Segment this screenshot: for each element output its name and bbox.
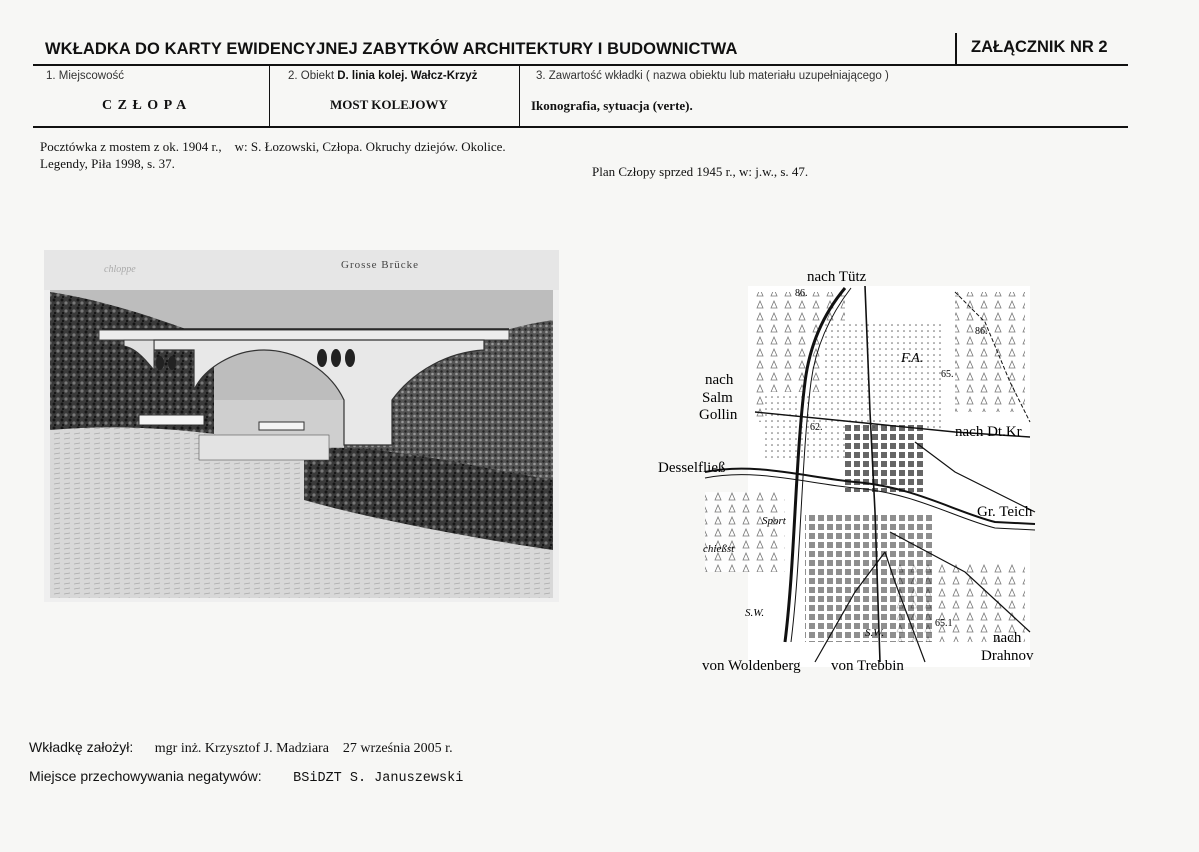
content-value: Ikonografia, sytuacja (verte). bbox=[531, 98, 693, 113]
plan-caption: Plan Człopy sprzed 1945 r., w: j.w., s. 47. bbox=[592, 164, 809, 179]
postcard-caption-line2: Legendy, Piła 1998, s. 37. bbox=[40, 156, 175, 171]
field-divider-2 bbox=[519, 66, 520, 126]
map-label-fa: F.A. bbox=[901, 351, 924, 366]
object-label-prefix: 2. Obiekt bbox=[288, 70, 335, 82]
object-label bbox=[288, 70, 477, 82]
postcard-text-left: chloppe bbox=[104, 264, 136, 275]
map-label-sport: Sport bbox=[762, 515, 786, 527]
field-row-rule bbox=[33, 126, 1128, 128]
postcard-caption-line1: Pocztówka z mostem z ok. 1904 r., w: S. Łozowski, Człopa. Okruchy dziejów. Okolice. bbox=[40, 139, 506, 154]
founded-value: mgr inż. Krzysztof J. Madziara 27 września 2005 r. bbox=[154, 741, 453, 756]
map-label-nach: nach bbox=[705, 372, 734, 388]
map-label-gollin: Gollin bbox=[699, 407, 738, 423]
map-label-elev-86a: 86. bbox=[795, 288, 808, 299]
map-label-schiess: chießst bbox=[703, 543, 735, 555]
map-label-nach-dtkr: nach Dt.Kr bbox=[955, 424, 1022, 440]
map-label-elev-65: 65. bbox=[941, 369, 954, 380]
small-footbridge bbox=[139, 415, 204, 425]
map-label-drahnov: Drahnov bbox=[981, 648, 1034, 664]
small-footbridge-2 bbox=[259, 422, 304, 430]
header-rule bbox=[33, 64, 1128, 66]
map-label-von-trebbin: von Trebbin bbox=[831, 658, 904, 674]
town-south bbox=[805, 512, 935, 642]
header-divider bbox=[955, 33, 957, 65]
object-label-value: D. linia kolej. Wałcz-Krzyż bbox=[337, 70, 478, 82]
map-label-nach2: nach bbox=[993, 630, 1022, 646]
map-label-von-woldenberg: von Woldenberg bbox=[702, 658, 801, 674]
storage-label: Miejsce przechowywania negatywów: bbox=[29, 768, 262, 784]
forest-ne bbox=[955, 292, 1025, 412]
town-plan-map bbox=[655, 262, 1080, 677]
locality-label: 1. Miejscowość bbox=[46, 70, 124, 82]
object-value: MOST KOLEJOWY bbox=[330, 97, 448, 112]
map-label-elev-62: 62. bbox=[810, 422, 823, 433]
postcard-caption bbox=[40, 138, 506, 172]
storage-value: BSiDZT S. Januszewski bbox=[293, 771, 464, 786]
locality-value: C Z Ł O P A bbox=[102, 98, 188, 113]
postcard-text-top: Grosse Brücke bbox=[341, 259, 420, 271]
annex-number: ZAŁĄCZNIK NR 2 bbox=[971, 38, 1108, 56]
map-label-nach-tutz: nach Tütz bbox=[807, 269, 867, 285]
content-label: 3. Zawartość wkładki ( nazwa obiektu lub materiału uzupełniającego ) bbox=[536, 70, 889, 82]
map-label-desselfliess: Desselfließ bbox=[658, 460, 726, 476]
map-label-sw2: S.W. bbox=[865, 627, 885, 639]
founded-label: Wkładkę założył: bbox=[29, 739, 134, 755]
map-label-salm: Salm bbox=[702, 390, 733, 406]
field-divider-1 bbox=[269, 66, 270, 126]
forest-w bbox=[705, 492, 785, 572]
founded-line bbox=[29, 739, 453, 757]
map-label-elev-651: 65.1 bbox=[935, 618, 953, 629]
storage-line bbox=[29, 768, 463, 786]
map-label-sw1: S.W. bbox=[745, 607, 765, 619]
water-surface bbox=[199, 435, 329, 460]
map-label-gr-teich: Gr. Teich bbox=[977, 504, 1033, 520]
bridge-postcard-image bbox=[44, 250, 559, 602]
card-title: WKŁADKA DO KARTY EWIDENCYJNEJ ZABYTKÓW ARCHITEKTURY I BUDOWNICTWA bbox=[45, 40, 738, 58]
map-label-elev-86b: 86. bbox=[975, 326, 988, 337]
